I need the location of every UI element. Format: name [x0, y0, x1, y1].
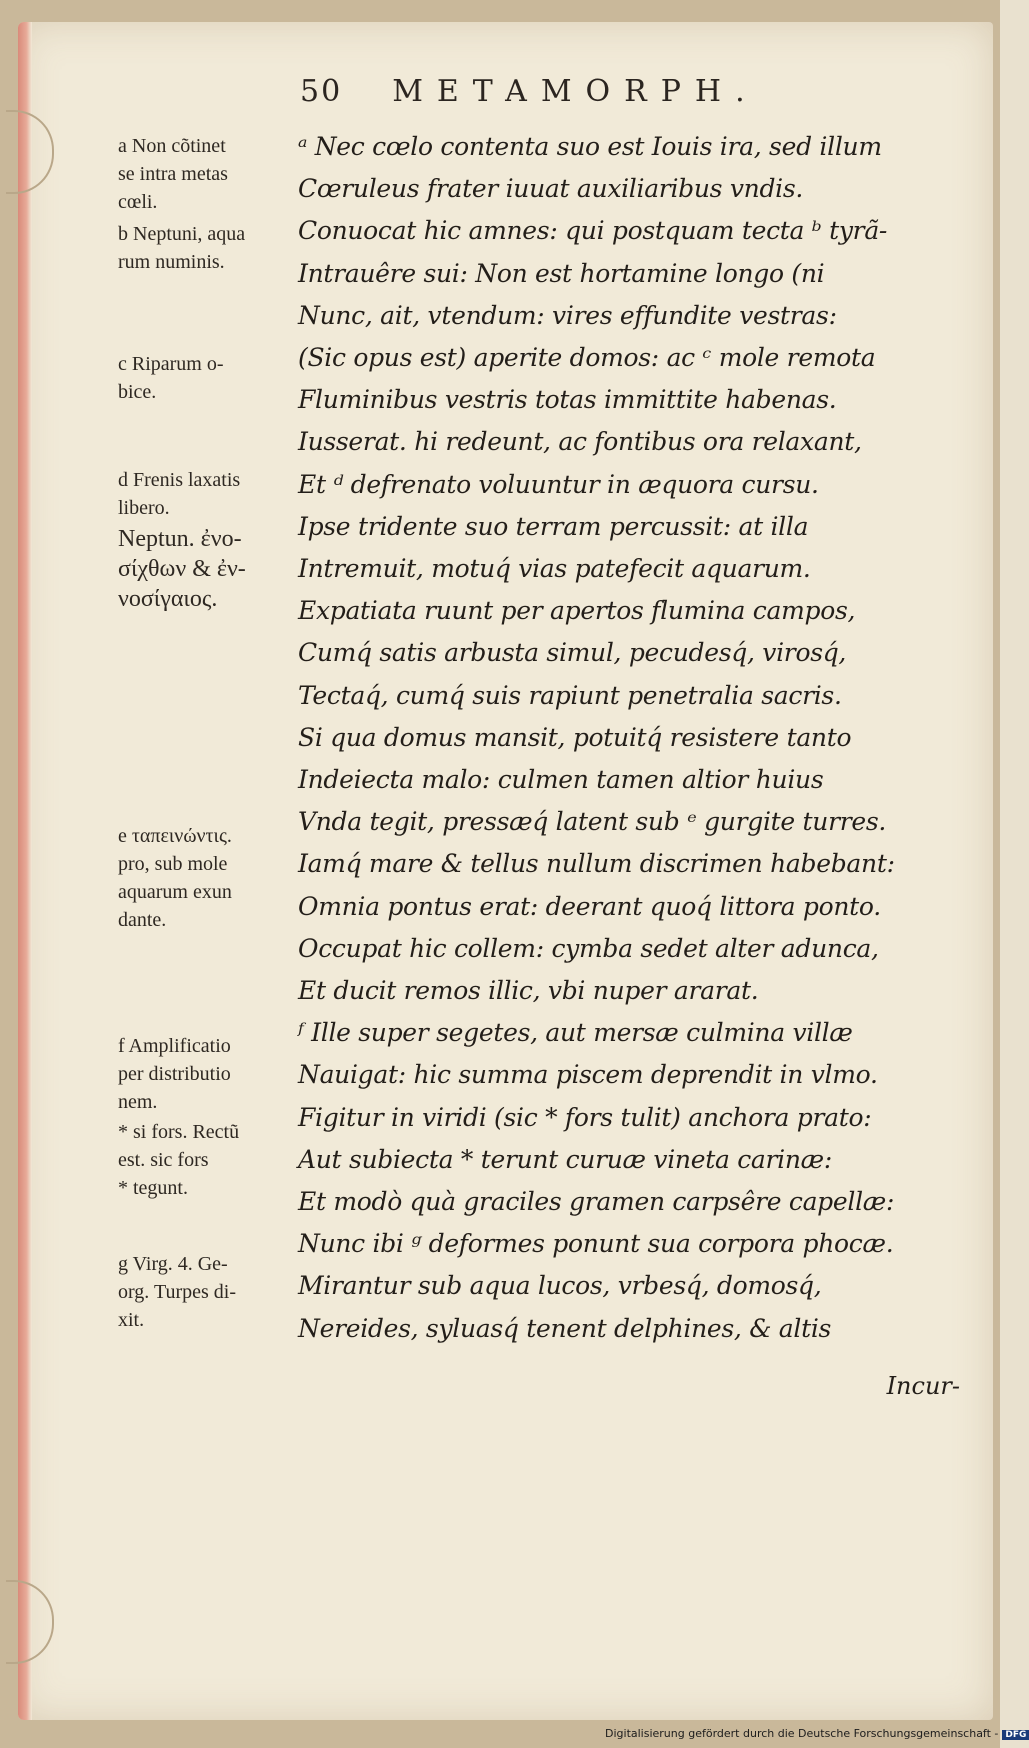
verse-line: Nunc ibi ᵍ deformes ponunt sua corpora phocæ. [298, 1229, 894, 1259]
marginal-note: Neptun. ἐνο- σίχθων & ἐν- νοσίγαιος. [118, 526, 246, 612]
running-title: METAMORPH. [392, 74, 759, 109]
verse-line: Intrauêre sui: Non est hortamine longo (ni [298, 258, 825, 288]
verse-line: Indeiecta malo: culmen tamen altior huius [298, 765, 824, 794]
verse-line: Intremuit, motuq́ vias patefecit aquarum. [298, 554, 811, 583]
verse-line: Et ducit remos illic, vbi nuper ararat. [298, 976, 759, 1005]
catchword: Incur- [886, 1372, 960, 1400]
verse-line: Figitur in viridi (sic * fors tulit) anchora prato: [298, 1102, 872, 1132]
verse-line: Conuocat hic amnes: qui postquam tecta ᵇ tyrã- [298, 216, 888, 246]
verse-line: Si qua domus mansit, potuitq́ resistere tanto [298, 722, 852, 752]
verse-line: Vnda tegit, pressæq́ latent sub ᵉ gurgite turres. [298, 807, 887, 837]
verse-line: Ipse tridente suo terram percussit: at illa [298, 511, 809, 541]
marginal-note: b Neptuni, aqua rum numinis. [118, 223, 246, 273]
verse-line: Et ᵈ defrenato voluuntur in æquora cursu. [298, 469, 819, 499]
page-header [300, 74, 920, 109]
verse-line: ᶠ Ille super segetes, aut mersæ culmina villæ [298, 1018, 853, 1048]
marginal-note: g Virg. 4. Ge- org. Turpes di- xit. [118, 1253, 236, 1331]
marginal-note: * si fors. Rectũ est. sic fors * tegunt. [118, 1121, 240, 1199]
dfg-logo: DFG [1002, 1730, 1029, 1740]
verse-line: Iamq́ mare & tellus nullum discrimen habebant: [298, 849, 895, 879]
verse-line: Nunc, ait, vtendum: vires effundite vestras: [298, 300, 837, 330]
red-page-edge [18, 22, 32, 1720]
digitization-footer [605, 1727, 1029, 1740]
marginal-note: d Frenis laxatis libero. [118, 469, 241, 519]
verse-line: Mirantur sub aqua lucos, vrbesq́, domosq́, [298, 1271, 822, 1301]
verse-line: Occupat hic collem: cymba sedet alter adunca, [298, 933, 879, 963]
verse-line: Iusserat. hi redeunt, ac fontibus ora relaxant, [298, 427, 862, 457]
footer-text: Digitalisierung gefördert durch die Deutsche Forschungsgemeinschaft - [605, 1727, 999, 1740]
marginal-note: e ταπεινώντις. pro, sub mole aquarum exun dante. [118, 825, 232, 931]
verse-line: ᵃ Nec cœlo contenta suo est Iouis ira, sed illum [298, 132, 882, 161]
verse-line: Tectaq́, cumq́ suis rapiunt penetralia sacris. [298, 680, 842, 710]
page-number: 50 [300, 74, 343, 109]
marginal-note: f Amplificatio per distributio nem. [118, 1035, 231, 1113]
marginal-note: c Riparum o- bice. [118, 353, 224, 403]
verse-line: Omnia pontus erat: deerant quoq́ littora ponto. [298, 891, 881, 921]
verse-line: Aut subiecta * terunt curuæ vineta carinæ: [298, 1144, 832, 1174]
verse-line: (Sic opus est) aperite domos: ac ᶜ mole remota [298, 343, 876, 372]
verse-line: Et modò quà graciles gramen carpsêre capellæ: [298, 1187, 895, 1216]
verse-line: Nereides, syluasq́ tenent delphines, & altis [298, 1313, 832, 1343]
verse-line: Fluminibus vestris totas immittite habenas. [298, 385, 837, 415]
verse-line: Cumq́ satis arbusta simul, pecudesq́, virosq́, [298, 638, 847, 668]
marginal-note: a Non cõtinet se intra metas cœli. [118, 135, 228, 213]
verse-line: Cœruleus frater iuuat auxiliaribus vndis. [298, 174, 804, 204]
verse-line: Nauigat: hic summa piscem deprendit in vlmo. [298, 1060, 878, 1090]
verse-line: Expatiata ruunt per apertos flumina campos, [298, 596, 856, 626]
